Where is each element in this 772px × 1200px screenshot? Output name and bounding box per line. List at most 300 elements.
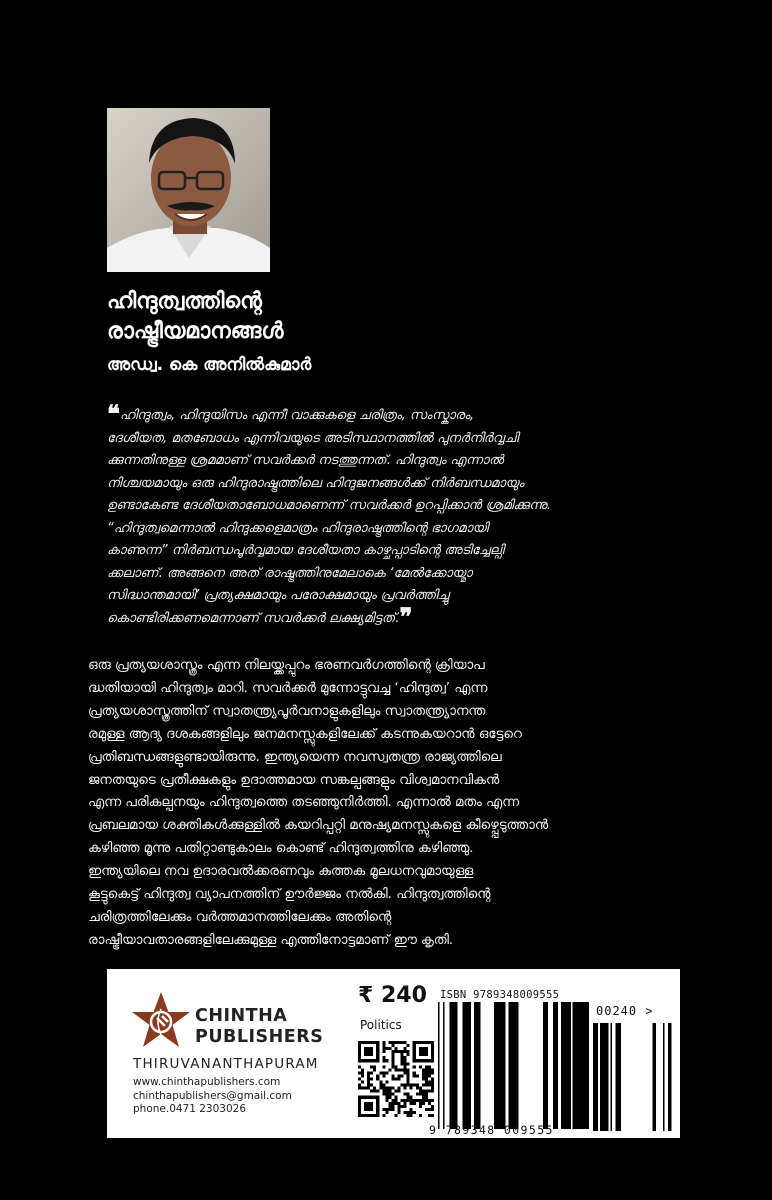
blurb-line: പ്രത്യയശാസ്ത്രത്തിന് സ്വാതന്ത്ര്യപൂർവനാളുകളിലും സ്വാതന്ത്ര്യാനന്ത — [88, 703, 486, 719]
isbn-label: ISBN 9789348009555 — [440, 989, 560, 1001]
qr-module — [410, 1096, 413, 1099]
ean-number: 9 789348 009555 — [429, 1123, 554, 1137]
qr-module — [367, 1084, 370, 1087]
qr-module — [379, 1087, 382, 1090]
qr-module — [422, 1102, 425, 1105]
qr-module — [391, 1065, 394, 1068]
qr-module — [404, 1059, 407, 1062]
qr-module — [422, 1074, 425, 1077]
qr-module — [391, 1105, 394, 1108]
qr-module — [407, 1071, 410, 1074]
qr-module — [416, 1084, 419, 1087]
qr-module — [376, 1074, 379, 1077]
qr-module — [382, 1056, 385, 1059]
qr-module — [385, 1081, 388, 1084]
qr-module — [410, 1084, 413, 1087]
qr-module — [364, 1047, 373, 1056]
qr-module — [361, 1081, 364, 1084]
qr-module — [401, 1105, 404, 1108]
qr-module — [407, 1111, 410, 1114]
qr-module — [373, 1087, 376, 1090]
blurb-line: കഴിഞ്ഞ മൂന്നു പതിറ്റാണ്ടുകാലം കൊണ്ട് ഹിന്ദുത്വത്തിനു കഴിഞ്ഞു. — [88, 841, 474, 857]
qr-module — [419, 1090, 422, 1093]
qr-module — [428, 1068, 431, 1071]
publisher-website-link[interactable]: www.chinthapublishers.com — [133, 1076, 281, 1088]
qr-module — [419, 1105, 422, 1108]
qr-module — [394, 1090, 397, 1093]
blurb-line: പ്രതിബന്ധങ്ങളുണ്ടായിരുന്നു. ഇന്ത്യയെന്ന നവസ്വതന്ത്ര രാജ്യത്തിലെ — [88, 749, 502, 765]
qr-module — [422, 1096, 425, 1099]
qr-module — [413, 1065, 416, 1068]
qr-module — [422, 1077, 425, 1080]
qr-module — [413, 1084, 416, 1087]
qr-module — [376, 1096, 379, 1117]
qr-module — [428, 1114, 431, 1117]
qr-module — [382, 1087, 385, 1090]
qr-module — [370, 1065, 373, 1068]
qr-module — [419, 1065, 422, 1068]
qr-module — [407, 1053, 410, 1056]
barcode-bar — [479, 1002, 481, 1129]
barcode-bar — [587, 1002, 589, 1129]
quote-line — [107, 601, 667, 631]
barcode-bar — [438, 1002, 440, 1129]
qr-module — [370, 1084, 373, 1087]
barcode-bar — [500, 1002, 502, 1129]
qr-module — [382, 1108, 385, 1111]
qr-module — [388, 1102, 391, 1105]
barcode-bar — [593, 1023, 598, 1131]
qr-module — [364, 1102, 373, 1111]
qr-module — [407, 1050, 410, 1053]
qr-module — [382, 1059, 385, 1062]
publisher-city: THIRUVANANTHAPURAM — [133, 1056, 319, 1072]
qr-module — [358, 1096, 379, 1099]
qr-module — [401, 1062, 404, 1065]
quote-text: കൊണ്ടിരിക്കണമെന്നാണ് സവർക്കർ ലക്ഷ്യമിട്ടത്. — [107, 610, 400, 626]
publisher-email-link[interactable]: chinthapublishers@gmail.com — [133, 1089, 292, 1102]
qr-module — [422, 1099, 425, 1102]
qr-module — [398, 1102, 401, 1105]
qr-module — [425, 1093, 428, 1096]
qr-module — [413, 1059, 434, 1062]
quote-line: ഉണ്ടാകേണ്ട ദേശീയതാബോധമാണെന്ന് സവർക്കർ ഉറപ്പിക്കാൻ ശ്രമിക്കുന്നു. — [107, 498, 551, 513]
qr-module — [370, 1077, 373, 1080]
qr-module — [382, 1047, 385, 1050]
barcode-bar — [605, 1023, 607, 1131]
qr-module — [398, 1108, 401, 1111]
qr-module — [358, 1087, 361, 1090]
qr-module — [416, 1093, 419, 1096]
qr-module — [367, 1077, 370, 1080]
qr-module — [373, 1065, 376, 1068]
qr-module — [376, 1090, 379, 1093]
qr-module — [385, 1111, 388, 1114]
qr-module — [413, 1074, 416, 1077]
qr-module — [401, 1050, 404, 1053]
book-title-line: രാഷ്ട്രീയമാനങ്ങൾ — [107, 319, 284, 344]
author-photo — [107, 108, 270, 272]
qr-module — [404, 1065, 407, 1068]
qr-module — [382, 1114, 385, 1117]
qr-module — [385, 1071, 388, 1074]
qr-module — [413, 1111, 416, 1114]
qr-module — [407, 1096, 410, 1099]
qr-module — [385, 1099, 388, 1102]
qr-module — [404, 1071, 407, 1074]
barcode-bar — [610, 1023, 612, 1131]
barcode-bar — [579, 1002, 582, 1129]
qr-module — [394, 1041, 397, 1044]
qr-module — [407, 1062, 410, 1065]
qr-module — [404, 1068, 407, 1071]
qr-module — [358, 1041, 379, 1044]
qr-module — [373, 1068, 376, 1071]
qr-module — [428, 1071, 431, 1074]
qr-module — [401, 1074, 404, 1077]
qr-module — [385, 1090, 388, 1093]
barcode-bar — [449, 1002, 452, 1129]
open-quote-icon: ❝ — [107, 399, 120, 428]
qr-module — [361, 1071, 364, 1074]
publisher-name-line: CHINTHA — [195, 1006, 288, 1026]
qr-module — [394, 1050, 397, 1053]
qr-module — [388, 1090, 391, 1093]
publisher-name — [195, 1006, 323, 1048]
qr-module — [401, 1053, 404, 1056]
qr-module — [404, 1093, 407, 1096]
qr-module — [382, 1041, 385, 1044]
qr-module — [385, 1087, 388, 1090]
qr-module — [379, 1084, 382, 1087]
barcode-bar — [474, 1002, 479, 1129]
barcode-bar — [467, 1002, 470, 1129]
qr-module — [394, 1077, 397, 1080]
qr-module — [410, 1108, 413, 1111]
qr-module — [388, 1041, 391, 1044]
qr-module — [358, 1114, 379, 1117]
category-label: Politics — [360, 1018, 402, 1032]
blurb-line: ചരിത്രത്തിലേക്കും വർത്തമാനത്തിലേക്കും അതിന്റെ — [88, 909, 392, 925]
qr-module — [404, 1050, 407, 1053]
qr-module — [419, 1102, 422, 1105]
qr-module — [425, 1099, 428, 1102]
qr-module — [428, 1102, 431, 1105]
qr-module — [413, 1102, 416, 1105]
blurb-line: എന്ന പരികല്പനയും ഹിന്ദുത്വത്തെ തടഞ്ഞുനിർത്തി. എന്നാൽ മതം എന്ന — [88, 795, 519, 811]
barcode-bar — [576, 1002, 579, 1129]
blurb-line: രമുള്ള ആദ്യ ദശകങ്ങളിലും ജനമനസ്സുകളിലേക്ക് കടന്നുകയറാൻ ഒട്ടേറെ — [88, 726, 522, 742]
qr-module — [428, 1065, 431, 1068]
qr-module — [422, 1093, 425, 1096]
qr-module — [364, 1087, 367, 1090]
qr-module — [419, 1114, 422, 1117]
qr-module — [358, 1041, 361, 1062]
barcode-bar — [586, 1002, 588, 1129]
qr-code-icon[interactable] — [358, 1041, 434, 1117]
qr-module — [391, 1099, 394, 1102]
qr-module — [422, 1084, 425, 1087]
qr-module — [422, 1090, 425, 1093]
qr-module — [382, 1065, 385, 1068]
quote-text: ഹിന്ദുത്വം, ഹിന്ദുയിസം എന്നീ വാക്കുകളെ ചരിത്രം, സംസ്കാരം, — [119, 408, 475, 423]
book-title — [107, 287, 283, 347]
qr-module — [391, 1056, 394, 1059]
barcode-bar — [600, 1023, 605, 1131]
qr-module — [388, 1087, 391, 1090]
qr-module — [382, 1050, 385, 1053]
qr-module — [404, 1062, 407, 1065]
qr-module — [361, 1068, 364, 1071]
qr-module — [404, 1056, 407, 1059]
qr-module — [407, 1077, 410, 1080]
publisher-contact — [133, 1076, 292, 1117]
qr-module — [404, 1084, 407, 1087]
quote-line: “ഹിന്ദുത്വമെന്നാൽ ഹിന്ദുക്കളെമാത്രം ഹിന്ദുരാഷ്ട്രത്തിന്റെ ഭാഗമായി — [107, 520, 489, 536]
barcode-bar — [509, 1002, 514, 1129]
close-quote-icon: ❞ — [399, 601, 413, 631]
qr-module — [391, 1050, 394, 1053]
qr-module — [391, 1044, 394, 1047]
qr-module — [407, 1068, 410, 1071]
publisher-panel — [107, 969, 680, 1138]
qr-module — [394, 1096, 397, 1099]
blurb-line: ജനതയുടെ പ്രതീക്ഷകളും ഉദാത്തമായ സങ്കല്പങ്ങളും വിശ്വമാനവികൻ — [88, 772, 500, 788]
qr-module — [428, 1090, 431, 1093]
quote-line: നിശ്ചയമായും ഒരു ഹിന്ദുരാഷ്ട്രത്തിലെ ഹിന്ദുജനങ്ങൾക്ക് നിർബന്ധമായും — [107, 475, 525, 491]
price-addon-number: 00240 > — [596, 1004, 654, 1018]
qr-module — [401, 1056, 404, 1059]
qr-module — [425, 1090, 428, 1093]
price: ₹ 240 — [358, 983, 427, 1008]
qr-module — [388, 1105, 391, 1108]
qr-module — [361, 1087, 364, 1090]
qr-module — [358, 1084, 361, 1087]
qr-module — [391, 1093, 394, 1096]
quote-line: സിദ്ധാന്തമായി’ പ്രത്യക്ഷമായും പരോക്ഷമായും പ്രവർത്തിച്ചു — [107, 588, 449, 603]
qr-module — [398, 1050, 401, 1053]
qr-module — [391, 1041, 394, 1044]
qr-module — [404, 1041, 407, 1044]
qr-module — [416, 1099, 419, 1102]
barcode-bar — [553, 1002, 558, 1129]
barcode-bar — [443, 1002, 445, 1129]
quote-line: ദേശീയത, മതബോധം എന്നിവയുടെ അടിസ്ഥാനത്തിൽ പുനർനിർവ്വചി — [107, 430, 519, 446]
qr-module — [394, 1099, 397, 1102]
qr-module — [398, 1068, 401, 1071]
qr-module — [388, 1068, 391, 1071]
qr-module — [385, 1093, 388, 1096]
book-title-line: ഹിന്ദുത്വത്തിന്റെ — [107, 289, 262, 314]
qr-module — [370, 1071, 373, 1074]
qr-module — [410, 1102, 413, 1105]
qr-module — [422, 1071, 425, 1074]
qr-module — [382, 1074, 385, 1077]
qr-module — [358, 1059, 379, 1062]
qr-module — [398, 1074, 401, 1077]
barcode-bar — [502, 1002, 505, 1129]
qr-module — [407, 1114, 410, 1117]
quote-line: ക്കുന്നതിനുള്ള ശ്രമമാണ് സവർക്കർ നടത്തുന്നത്. ഹിന്ദുത്വം എന്നാൽ — [107, 453, 504, 468]
qr-module — [404, 1102, 407, 1105]
barcode-bar — [463, 1002, 468, 1129]
qr-module — [425, 1096, 428, 1099]
qr-module — [367, 1081, 370, 1084]
qr-module — [407, 1074, 410, 1077]
qr-module — [407, 1081, 410, 1084]
qr-module — [425, 1074, 428, 1077]
quote-line — [107, 399, 667, 428]
barcode-bar — [582, 1002, 585, 1129]
barcode-bar — [566, 1002, 571, 1129]
qr-module — [398, 1077, 401, 1080]
qr-module — [367, 1087, 370, 1090]
qr-module — [428, 1074, 431, 1077]
qr-module — [394, 1068, 397, 1071]
qr-module — [401, 1084, 404, 1087]
barcode-bar — [652, 1023, 655, 1131]
qr-module — [425, 1077, 428, 1080]
qr-module — [410, 1111, 413, 1114]
qr-module — [410, 1114, 413, 1117]
qr-module — [370, 1090, 373, 1093]
blurb-line: പ്രബലമായ ശക്തികൾക്കുള്ളിൽ കയറിപ്പറ്റി മനുഷ്യമനസ്സുകളെ കീഴ്പ്പെടുത്താൻ — [88, 818, 549, 834]
barcode-bar — [453, 1002, 458, 1129]
qr-module — [410, 1087, 413, 1090]
qr-module — [413, 1041, 416, 1062]
barcode-bar — [497, 1002, 500, 1129]
qr-module — [407, 1044, 410, 1047]
qr-module — [388, 1108, 391, 1111]
barcode-bar — [561, 1002, 566, 1129]
blurb-line: ഒരു പ്രത്യയശാസ്ത്രം എന്ന നിലയ്ക്കപ്പുറം ഭരണവർഗത്തിന്റെ ക്രിയാപ — [88, 658, 485, 673]
qr-module — [401, 1068, 404, 1071]
addon-barcode-icon — [593, 1023, 675, 1131]
qr-module — [407, 1093, 410, 1096]
qr-module — [391, 1059, 394, 1062]
barcode-icon — [433, 1002, 589, 1129]
qr-module — [376, 1077, 379, 1080]
pull-quote — [107, 399, 667, 631]
qr-module — [358, 1065, 361, 1068]
qr-module — [391, 1108, 394, 1111]
qr-module — [398, 1087, 401, 1090]
barcode-bar — [543, 1002, 548, 1129]
quote-line: ക്കലാണ്. അങ്ങനെ അത് രാഷ്ട്രത്തിനുമേലാകെ ‘മേൽക്കോയ്മാ — [107, 565, 473, 581]
qr-module — [413, 1099, 416, 1102]
qr-module — [398, 1111, 401, 1114]
publisher-name-line: PUBLISHERS — [195, 1027, 324, 1047]
barcode-bar — [663, 1023, 665, 1131]
qr-module — [407, 1099, 410, 1102]
barcode-bar — [494, 1002, 497, 1129]
qr-module — [391, 1074, 394, 1077]
qr-module — [425, 1068, 428, 1071]
qr-module — [391, 1053, 394, 1056]
qr-module — [358, 1071, 361, 1074]
qr-module — [401, 1099, 404, 1102]
qr-module — [394, 1047, 397, 1050]
qr-module — [379, 1071, 382, 1074]
quote-line: കാണുന്ന” നിർബന്ധപൂർവ്വമായ ദേശീയതാ കാഴ്ചപ്പാടിന്റെ അടിച്ചേല്പി — [107, 543, 504, 558]
qr-module — [358, 1096, 361, 1117]
qr-module — [382, 1044, 385, 1047]
qr-module — [425, 1065, 428, 1068]
blurb-line: ഇന്ത്യയിലെ നവ ഉദാരവൽക്കരണവും കുത്തക മൂലധനവുമായുള്ള — [88, 864, 474, 880]
qr-module — [419, 1087, 422, 1090]
qr-module — [391, 1062, 394, 1065]
qr-module — [404, 1047, 407, 1050]
qr-module — [428, 1108, 431, 1111]
barcode-bar — [513, 1002, 518, 1129]
qr-module — [413, 1071, 416, 1074]
qr-module — [391, 1077, 394, 1080]
qr-module — [413, 1041, 434, 1044]
qr-module — [398, 1105, 401, 1108]
qr-module — [398, 1041, 401, 1044]
qr-module — [382, 1071, 385, 1074]
qr-module — [416, 1087, 419, 1090]
qr-module — [404, 1111, 407, 1114]
qr-module — [404, 1087, 407, 1090]
qr-module — [428, 1084, 431, 1087]
qr-module — [388, 1093, 391, 1096]
qr-module — [422, 1068, 425, 1071]
qr-module — [385, 1108, 388, 1111]
qr-module — [385, 1096, 388, 1099]
qr-module — [404, 1105, 407, 1108]
qr-module — [401, 1041, 404, 1044]
barcode-bar — [616, 1023, 621, 1131]
qr-module — [419, 1099, 422, 1102]
qr-module — [373, 1090, 376, 1093]
barcode-bar — [668, 1023, 671, 1131]
qr-module — [367, 1071, 370, 1074]
qr-module — [391, 1102, 394, 1105]
qr-module — [401, 1059, 404, 1062]
qr-module — [425, 1084, 428, 1087]
blurb-line: രാഷ്ട്രീയാവതാരങ്ങളിലേക്കുമുള്ള എത്തിനോട്ടമാണ് ഈ കൃതി. — [88, 932, 454, 948]
qr-module — [376, 1041, 379, 1062]
barcode-bar — [607, 1023, 609, 1131]
qr-module — [388, 1047, 391, 1050]
qr-module — [388, 1096, 391, 1099]
publisher-phone: phone.0471 2303026 — [133, 1103, 247, 1115]
qr-module — [385, 1047, 388, 1050]
blurb-line: കൂട്ടുകെട്ട് ഹിന്ദുത്വ വ്യാപനത്തിന് ഊർജ്ജം നൽകി. ഹിന്ദുത്വത്തിന്റെ — [88, 887, 491, 903]
publisher-logo-icon — [131, 991, 191, 1051]
qr-module — [382, 1093, 385, 1096]
qr-module — [398, 1090, 401, 1093]
qr-module — [425, 1108, 428, 1111]
qr-module — [425, 1081, 428, 1084]
qr-module — [419, 1047, 428, 1056]
qr-module — [358, 1077, 361, 1080]
qr-module — [404, 1099, 407, 1102]
book-blurb — [88, 655, 688, 953]
blurb-line: ദ്ധതിയായി ഹിന്ദുത്വം മാറി. സവർക്കർ മുന്നോട്ടുവച്ച ‘ഹിന്ദുത്വ’ എന്ന — [88, 680, 488, 696]
barcode-bar — [573, 1002, 576, 1129]
qr-module — [428, 1099, 431, 1102]
qr-module — [394, 1114, 397, 1117]
qr-module — [394, 1065, 397, 1068]
qr-module — [425, 1071, 428, 1074]
qr-module — [416, 1074, 419, 1077]
qr-module — [428, 1081, 431, 1084]
qr-module — [367, 1074, 370, 1077]
author-name: അഡ്വ. കെ അനിൽകുമാർ — [107, 355, 312, 375]
qr-module — [382, 1084, 385, 1087]
